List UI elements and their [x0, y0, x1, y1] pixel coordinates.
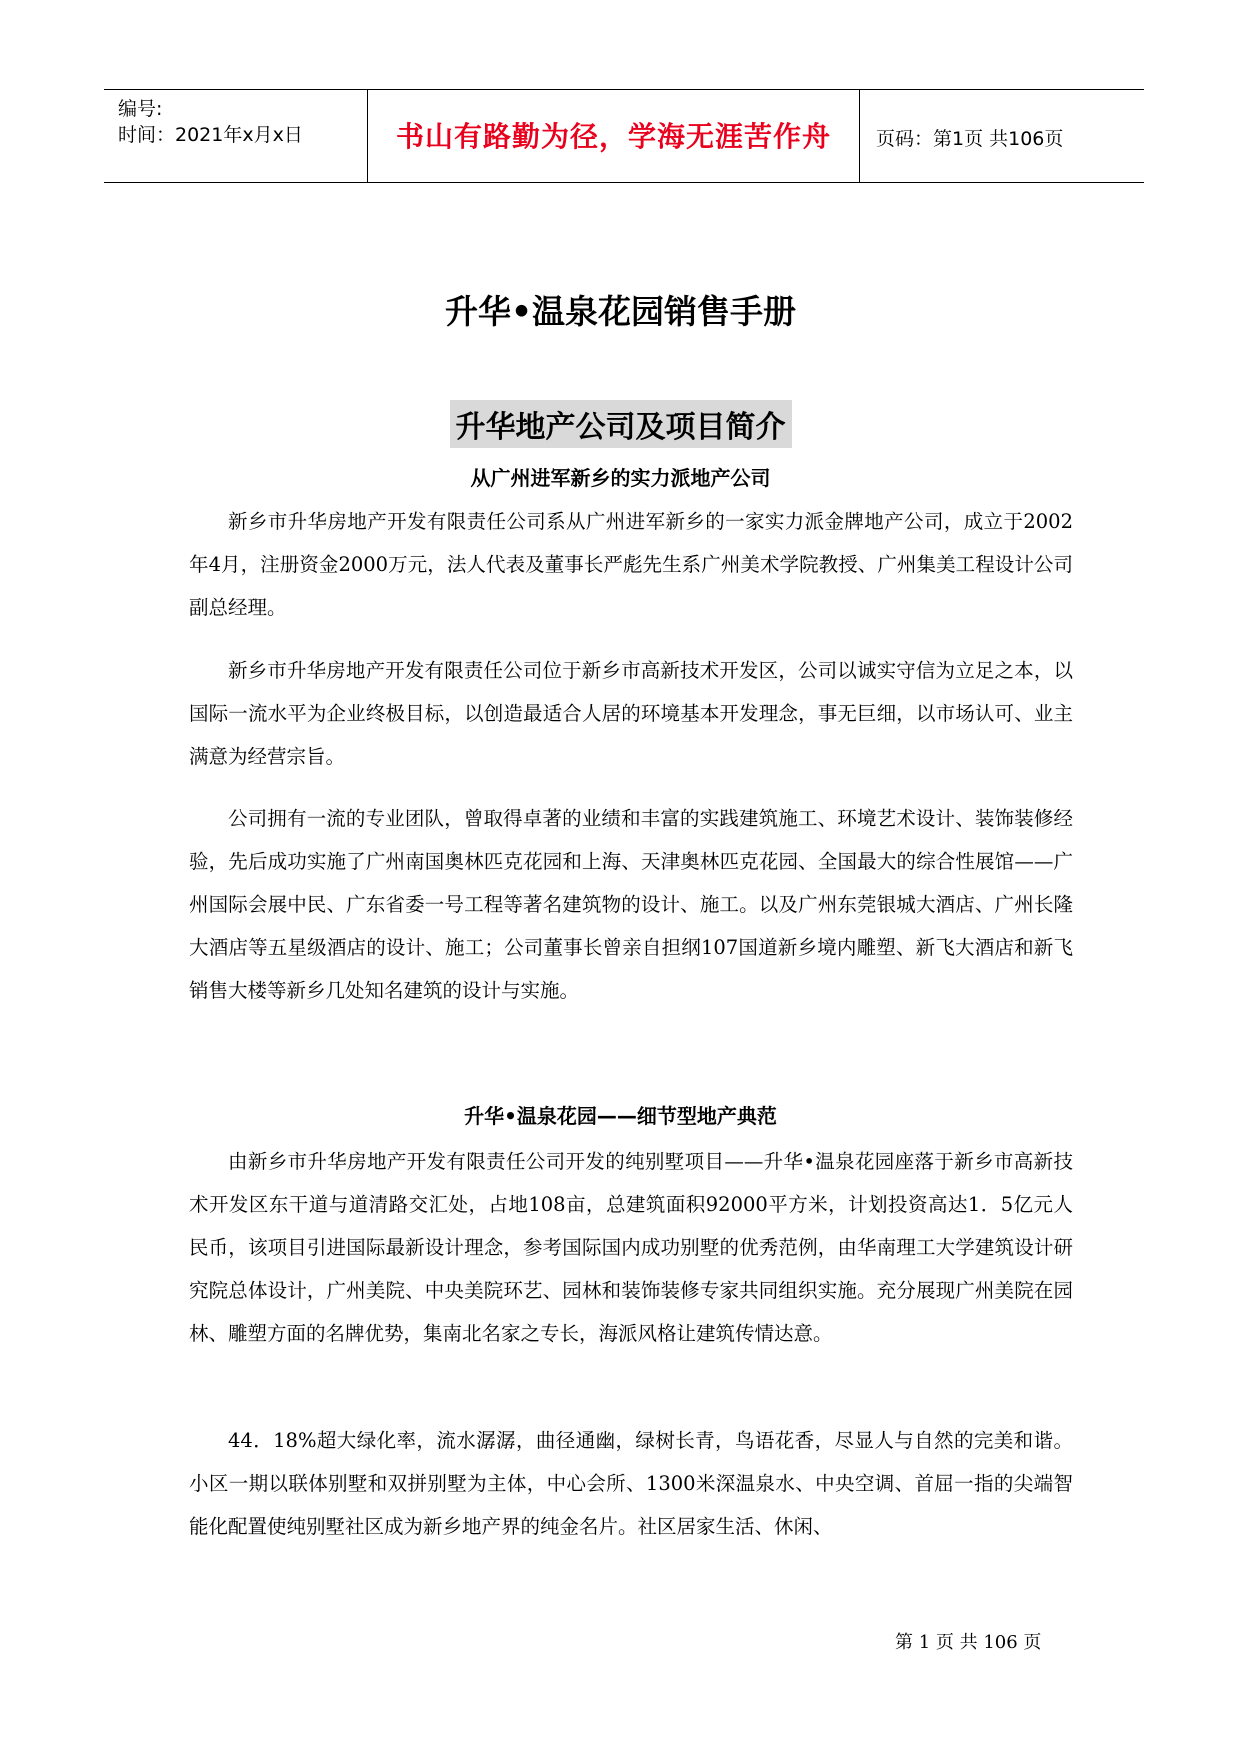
document-title: 升华•温泉花园销售手册: [444, 292, 797, 331]
page-header-table: [104, 89, 1144, 183]
section2-paragraph: 由新乡市升华房地产开发有限责任公司开发的纯别墅项目——升华•温泉花园座落于新乡市高新技术开发区东干道与道清路交汇处，占地108亩，总建筑面积92000平方米，计划投资高达1．5亿元人民币，该项目引进国际最新设计理念，参考国际国内成功别墅的优秀范例，由华南理工大学建筑设计研究院总体设计，广州美院、中央美院环艺、园林和装饰装修专家共同组织实施。充分展现广州美院在园林、雕塑方面的名牌优势，集南北名家之专长，海派风格让建筑传情达意。: [189, 1150, 1073, 1345]
section-title-wrap: [0, 400, 1241, 448]
header-page-number: 页码：第1页 共106页: [876, 128, 1064, 150]
header-page-cell: [860, 90, 1144, 182]
section1-paragraph: 新乡市升华房地产开发有限责任公司系从广州进军新乡的一家实力派金牌地产公司，成立于2002年4月，注册资金2000万元，法人代表及董事长严彪先生系广州美术学院教授、广州集美工程设计公司副总经理。: [189, 510, 1073, 619]
section2-heading: 升华•温泉花园——细节型地产典范: [464, 1104, 777, 1128]
section-title: 升华地产公司及项目简介: [450, 400, 792, 448]
document-time-label: 时间：2021年x月x日: [118, 124, 303, 146]
page-footer: 第 1 页 共 106 页: [895, 1632, 1042, 1653]
header-motto-cell: [368, 90, 860, 182]
document-number-label: 编号:: [118, 98, 163, 120]
section1-heading: 从广州进军新乡的实力派地产公司: [470, 466, 771, 490]
section1-paragraph: 公司拥有一流的专业团队，曾取得卓著的业绩和丰富的实践建筑施工、环境艺术设计、装饰装修经验，先后成功实施了广州南国奥林匹克花园和上海、天津奥林匹克花园、全国最大的综合性展馆——广州国际会展中民、广东省委一号工程等著名建筑物的设计、施工。以及广州东莞银城大酒店、广州长隆大酒店等五星级酒店的设计、施工；公司董事长曾亲自担纲107国道新乡境内雕塑、新飞大酒店和新飞销售大楼等新乡几处知名建筑的设计与实施。: [189, 807, 1073, 1002]
header-motto: 书山有路勤为径，学海无涯苦作舟: [395, 120, 831, 153]
header-info-cell: [104, 90, 368, 182]
section2-paragraph: 44．18%超大绿化率，流水潺潺，曲径通幽，绿树长青，鸟语花香，尽显人与自然的完美和谐。小区一期以联体别墅和双拼别墅为主体，中心会所、1300米深温泉水、中央空调、首屈一指的尖端智能化配置使纯别墅社区成为新乡地产界的纯金名片。社区居家生活、休闲、: [189, 1429, 1073, 1538]
section1-paragraph: 新乡市升华房地产开发有限责任公司位于新乡市高新技术开发区，公司以诚实守信为立足之本，以国际一流水平为企业终极目标，以创造最适合人居的环境基本开发理念，事无巨细，以市场认可、业主满意为经营宗旨。: [189, 659, 1073, 768]
